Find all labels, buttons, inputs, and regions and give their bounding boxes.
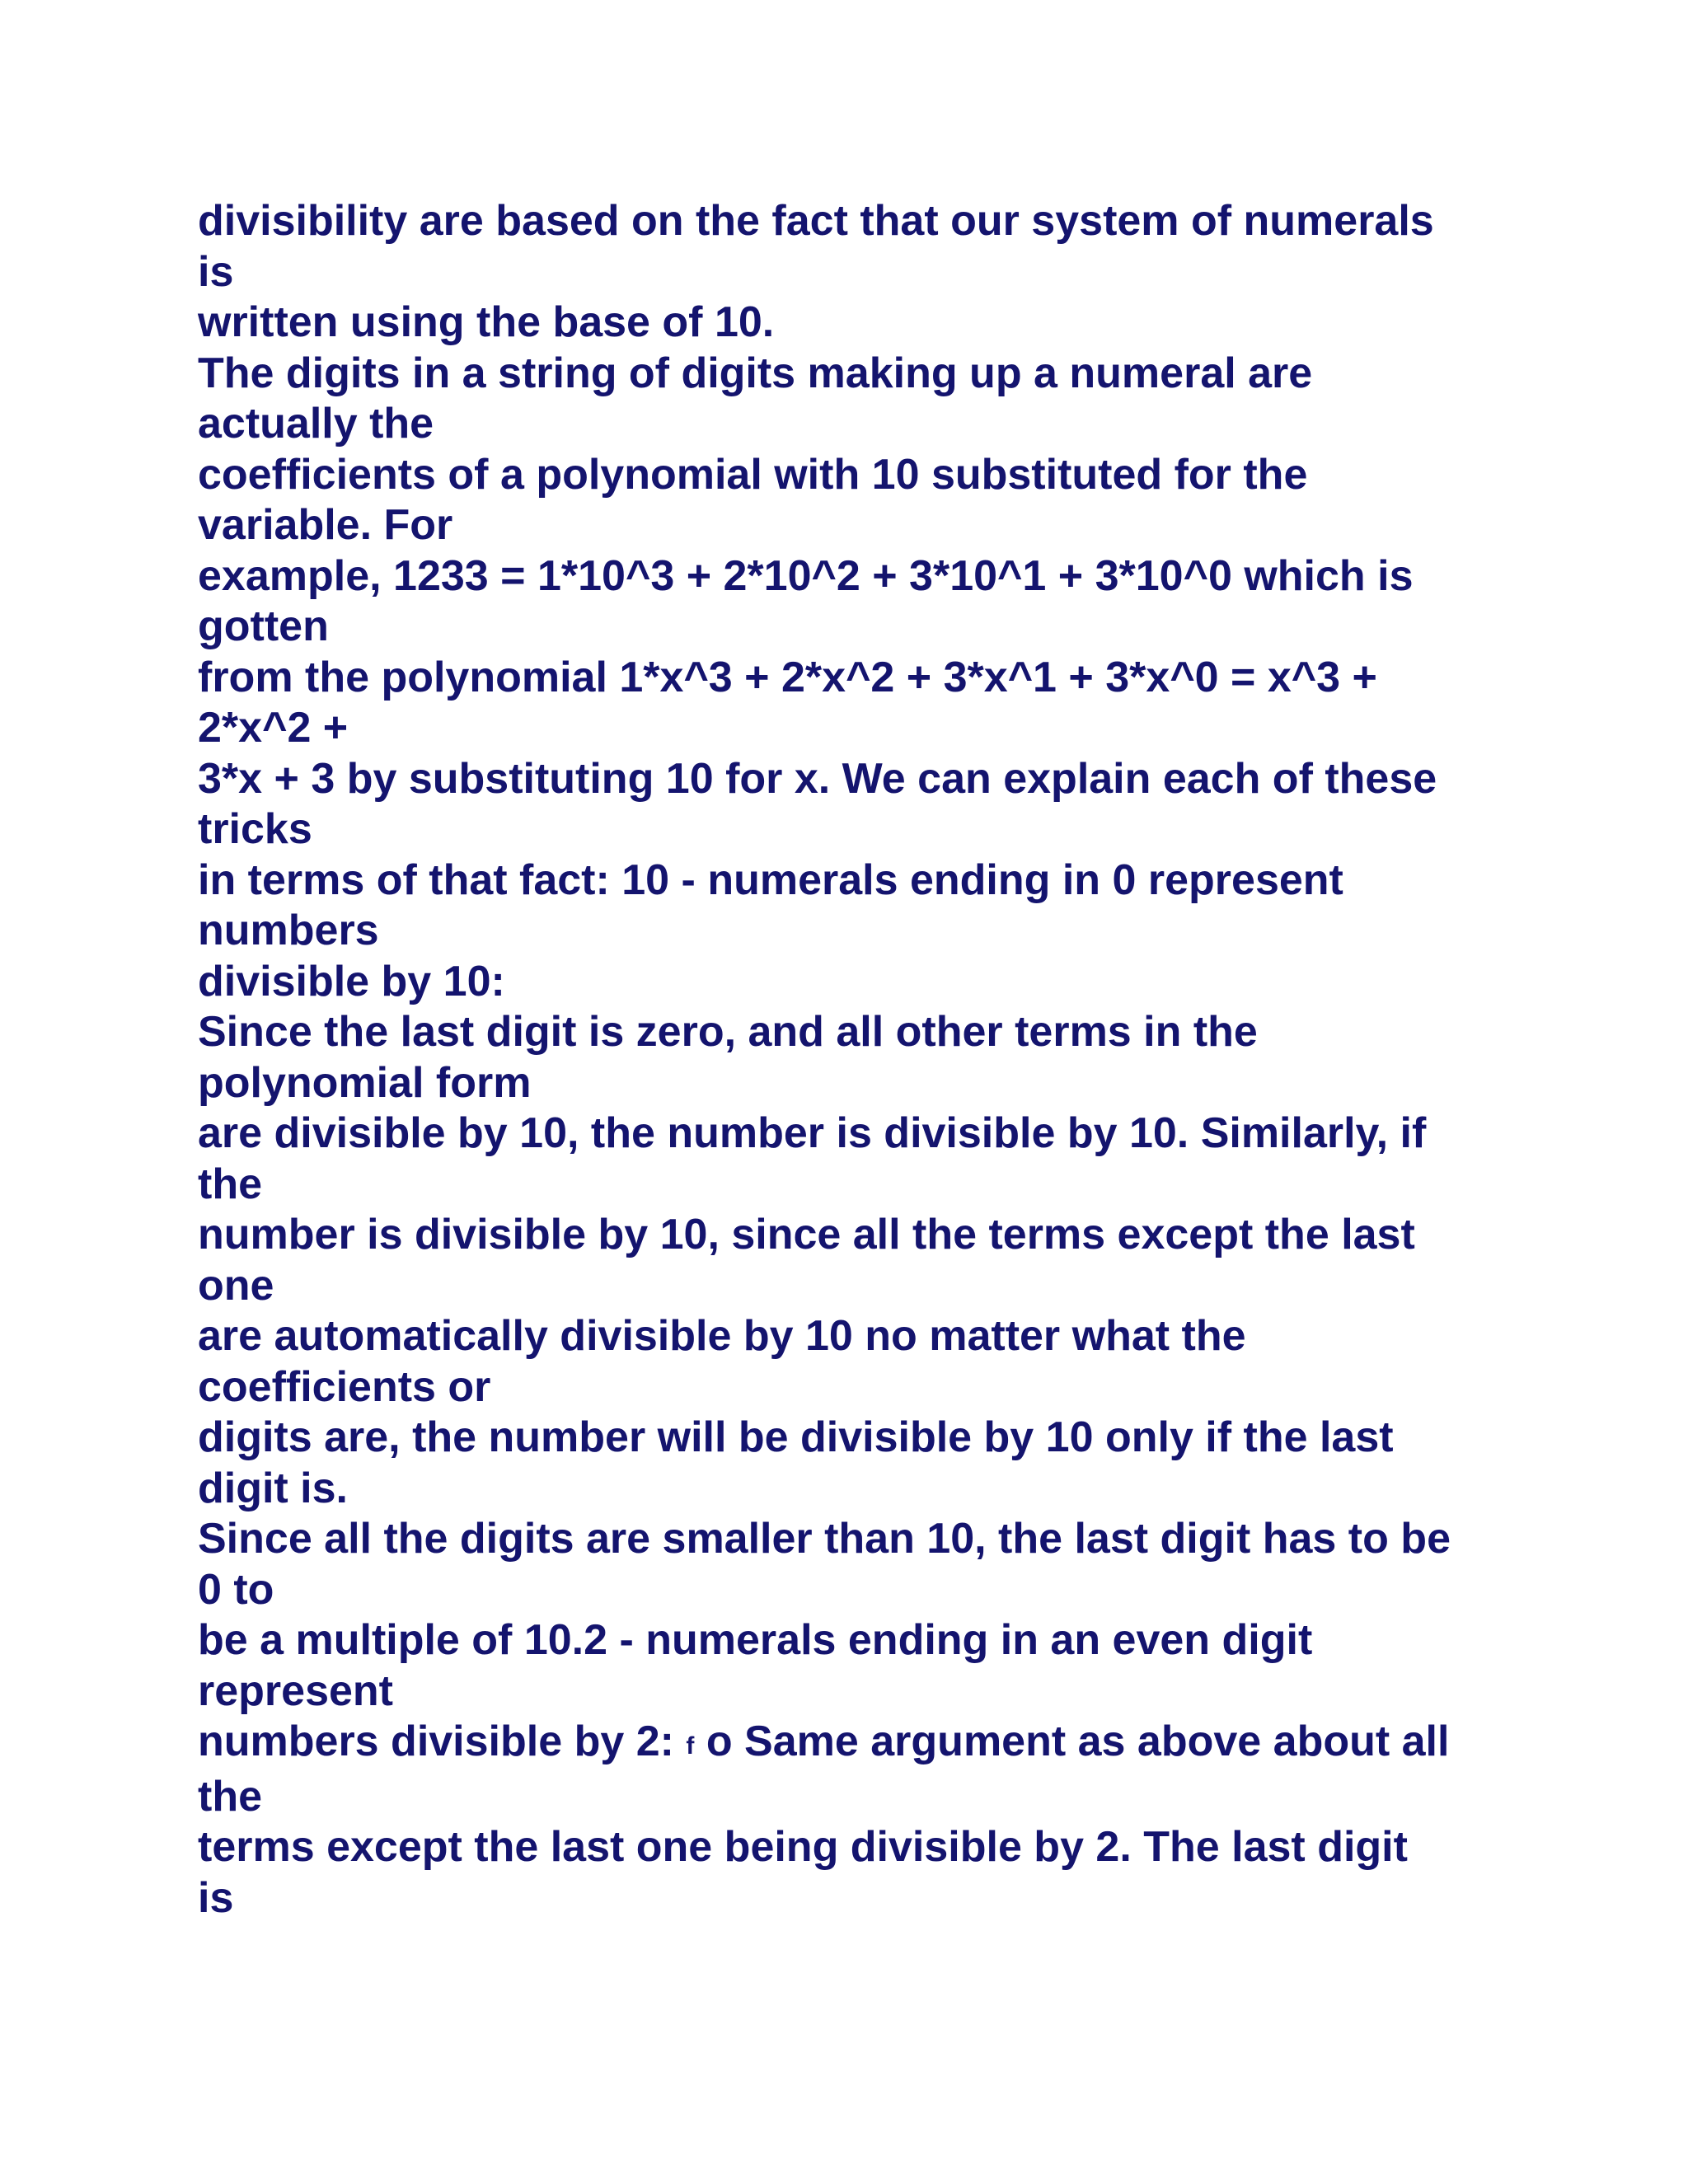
text-line: one <box>198 1261 274 1310</box>
body-text <box>198 196 1533 1924</box>
text-line: is <box>198 1873 234 1922</box>
text-line: polynomial form <box>198 1058 532 1107</box>
text-line: coefficients or <box>198 1362 491 1411</box>
text-line: represent <box>198 1666 393 1715</box>
text-line: coefficients of a polynomial with 10 substituted for the <box>198 450 1308 499</box>
text-line: are automatically divisible by 10 no matter what the <box>198 1312 1246 1360</box>
text-line: written using the base of 10. <box>198 298 775 346</box>
text-line: Since the last digit is zero, and all other terms in the <box>198 1008 1258 1056</box>
text-line: is <box>198 247 234 296</box>
text-segment: o Same argument as above about all <box>694 1718 1450 1765</box>
text-line-with-glyph <box>198 1717 1533 1772</box>
text-line: in terms of that fact: 10 - numerals ending in 0 represent <box>198 855 1343 904</box>
text-line: are divisible by 10, the number is divisible by 10. Similarly, if <box>198 1109 1427 1157</box>
text-line: gotten <box>198 602 329 650</box>
text-line: 0 to <box>198 1565 274 1614</box>
text-line: digits are, the number will be divisible by 10 only if the last <box>198 1413 1394 1461</box>
text-line: the <box>198 1772 262 1821</box>
text-line: tricks <box>198 805 312 853</box>
text-line: 3*x + 3 by substituting 10 for x. We can explain each of these <box>198 754 1437 803</box>
text-line: digit is. <box>198 1464 348 1512</box>
text-line: divisibility are based on the fact that our system of numerals <box>198 197 1434 245</box>
text-line: Since all the digits are smaller than 10, the last digit has to be <box>198 1515 1451 1563</box>
text-line: number is divisible by 10, since all the terms except the last <box>198 1211 1415 1258</box>
text-line: example, 1233 = 1*10^3 + 2*10^2 + 3*10^1 + 3*10^0 which is <box>198 551 1414 600</box>
text-line: The digits in a string of digits making up a numeral are <box>198 349 1313 397</box>
text-segment: numbers divisible by 2: <box>198 1718 687 1765</box>
text-line: from the polynomial 1*x^3 + 2*x^2 + 3*x^1 + 3*x^0 = x^3 + <box>198 653 1377 701</box>
text-line: actually the <box>198 400 434 448</box>
text-line: divisible by 10: <box>198 957 505 1005</box>
text-line: variable. For <box>198 501 453 549</box>
small-f-glyph: f <box>686 1732 695 1760</box>
text-line: terms except the last one being divisible by 2. The last digit <box>198 1823 1408 1871</box>
text-line: be a multiple of 10.2 - numerals ending in an even digit <box>198 1616 1313 1664</box>
text-line: the <box>198 1160 262 1208</box>
text-line: numbers <box>198 907 379 954</box>
text-line: 2*x^2 + <box>198 704 349 752</box>
